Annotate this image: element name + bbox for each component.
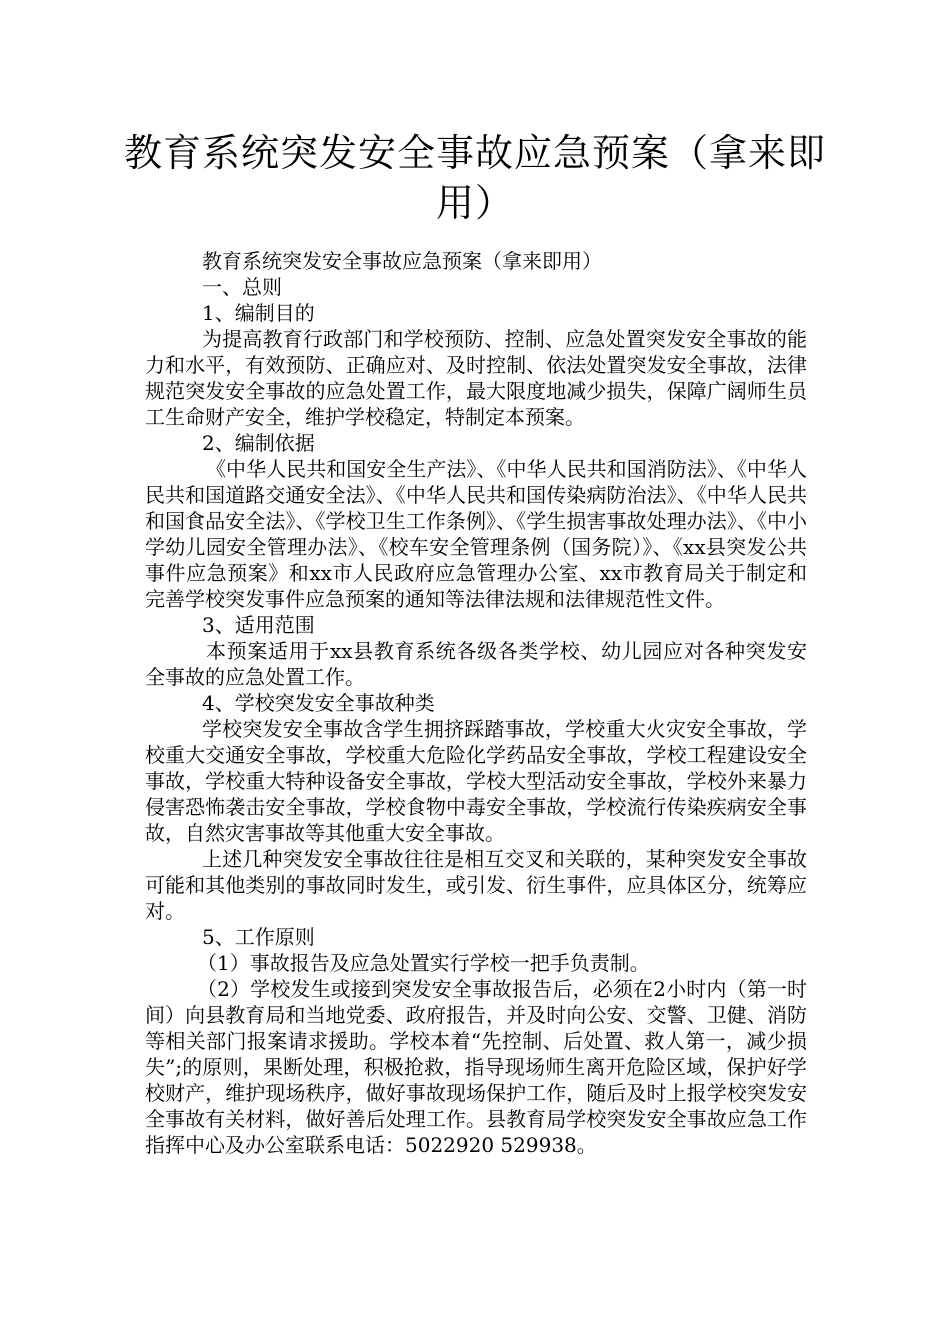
subsection-heading-types: 4、学校突发安全事故种类 bbox=[202, 691, 435, 715]
subsection-heading-principles: 5、工作原则 bbox=[202, 925, 315, 949]
types-paragraph: 学校突发安全事故含学生拥挤踩踏事故，学校重大火灾安全事故，学校重大交通安全事故，学校重大危险化学药品安全事故，学校工程建设安全事故，学校重大特种设备安全事故，学校大型活动安全事故，学校外来暴力侵害恐怖袭击安全事故，学校食物中毒安全事故，学校流行传染疾病安全事故，自然灾害事故等其他重大安全事故。 bbox=[145, 717, 807, 845]
scope-paragraph: 本预案适用于xx县教育系统各级各类学校、幼儿园应对各种突发安全事故的应急处置工作。 bbox=[145, 639, 807, 689]
section-heading-general: 一、总则 bbox=[202, 275, 282, 299]
subsection-heading-scope: 3、适用范围 bbox=[202, 613, 315, 637]
subsection-heading-basis: 2、编制依据 bbox=[202, 431, 315, 455]
subsection-heading-purpose: 1、编制目的 bbox=[202, 301, 315, 325]
types-note-paragraph: 上述几种突发安全事故往往是相互交叉和关联的，某种突发安全事故可能和其他类别的事故同时发生，或引发、衍生事件，应具体区分，统筹应对。 bbox=[145, 847, 807, 923]
purpose-paragraph: 为提高教育行政部门和学校预防、控制、应急处置突发安全事故的能力和水平，有效预防、正确应对、及时控制、依法处置突发安全事故，法律规范突发安全事故的应急处置工作，最大限度地减少损失，保障广阔师生员工生命财产安全，维护学校稳定，特制定本预案。 bbox=[145, 327, 807, 429]
basis-paragraph: 《中华人民共和国安全生产法》、《中华人民共和国消防法》、《中华人民共和国道路交通安全法》、《中华人民共和国传染病防治法》、《中华人民共和国食品安全法》、《学校卫生工作条例》、《学生损害事故处理办法》、《中小学幼儿园安全管理办法》、《校车安全管理条例（国务院）》、《xx县突发公共事件应急预案》和xx市人民政府应急管理办公室、xx市教育局关于制定和完善学校突发事件应急预案的通知等法律法规和法律规范性文件。 bbox=[145, 457, 807, 611]
principle-item-2: （2）学校发生或接到突发安全事故报告后，必须在2小时内（第一时间）向县教育局和当地党委、政府报告，并及时向公安、交警、卫健、消防等相关部门报案请求援助。学校本着“先控制、后处置、救人第一，减少损失”;的原则，果断处理，积极抢救，指导现场师生离开危险区域，保护好学校财产，维护现场秩序，做好事故现场保护工作，随后及时上报学校突发安全事故有关材料，做好善后处理工作。县教育局学校突发安全事故应急工作指挥中心及办公室联系电话：5022920 529938。 bbox=[145, 977, 807, 1157]
document-title: 教育系统突发安全事故应急预案（拿来即用） bbox=[123, 131, 826, 225]
principle-item-1: （1）事故报告及应急处置实行学校一把手负责制。 bbox=[197, 951, 650, 975]
subtitle-paragraph: 教育系统突发安全事故应急预案（拿来即用） bbox=[202, 249, 602, 273]
document-body bbox=[145, 248, 807, 1158]
